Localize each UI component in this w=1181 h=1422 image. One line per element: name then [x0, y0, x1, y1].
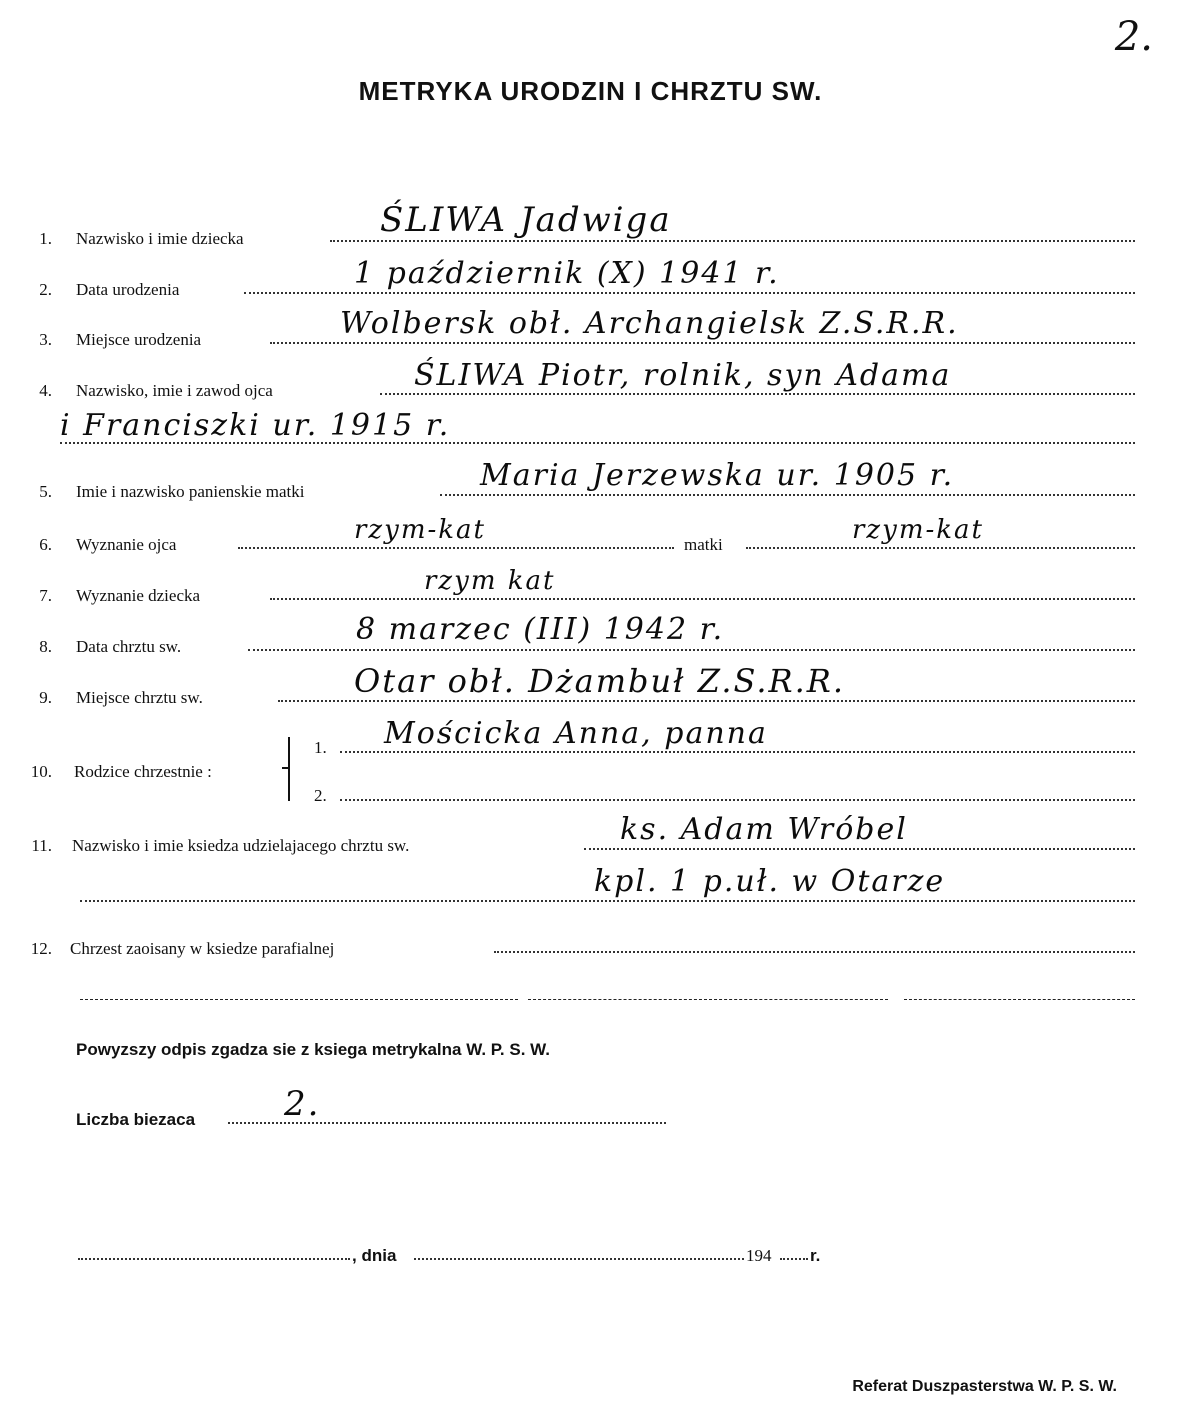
field-11-value-cont: kpl. 1 p.uł. w Otarze: [594, 864, 946, 899]
place-line: [78, 1258, 350, 1260]
year-suffix: r.: [810, 1246, 821, 1265]
field-10-sub1: 1.: [314, 738, 327, 757]
field-12-line: [494, 951, 1135, 953]
field-1-label: Nazwisko i imie dziecka: [76, 229, 244, 248]
field-8-line: [248, 649, 1135, 651]
document-title: METRYKA URODZIN I CHRZTU SW.: [358, 76, 823, 106]
field-1-line: [330, 240, 1135, 242]
field-2-line: [244, 292, 1135, 294]
field-5-line: [440, 494, 1135, 496]
page-number: 2.: [1114, 14, 1153, 60]
field-8-number: 8.: [39, 637, 52, 656]
field-10-value: Mościcka Anna, panna: [384, 716, 768, 751]
field-6-value2: rzym-kat: [852, 515, 984, 545]
field-4-value-cont: i Franciszki ur. 1915 r.: [60, 408, 451, 443]
field-3-value: Wolbersk obł. Archangielsk Z.S.R.R.: [340, 306, 959, 341]
field-11-label: Nazwisko i imie ksiedza udzielajacego chrztu sw.: [72, 836, 410, 855]
field-4-line: [380, 393, 1135, 395]
field-1-number: 1.: [39, 229, 52, 248]
field-5-number: 5.: [39, 482, 52, 501]
field-9-line: [278, 700, 1135, 702]
field-11-value: ks. Adam Wróbel: [620, 812, 908, 847]
field-10-number: 10.: [30, 762, 52, 781]
field-12-number: 12.: [30, 939, 52, 958]
field-10-line1: [340, 751, 1135, 753]
field-2-label: Data urodzenia: [76, 280, 180, 299]
current-number-value: 2.: [284, 1084, 321, 1124]
year-line: [780, 1258, 808, 1260]
field-5-label: Imie i nazwisko panienskie matki: [76, 482, 305, 501]
field-7-label: Wyznanie dziecka: [76, 586, 201, 605]
field-5-value: Maria Jerzewska ur. 1905 r.: [480, 458, 955, 493]
date-line: [414, 1258, 744, 1260]
field-9-number: 9.: [39, 688, 52, 707]
field-6-line: [238, 547, 674, 549]
field-12-line-cont-c: [904, 999, 1135, 1000]
field-4-value: ŚLIWA Piotr, rolnik, syn Adama: [414, 358, 952, 393]
field-4-number: 4.: [39, 381, 52, 400]
current-number-label: Liczba biezaca: [76, 1110, 196, 1129]
field-6-line2: [746, 547, 1135, 549]
field-12-line-cont-a: [80, 999, 518, 1000]
footer-text: Referat Duszpasterstwa W. P. S. W.: [852, 1378, 1117, 1395]
field-3-number: 3.: [39, 330, 52, 349]
field-8-label: Data chrztu sw.: [76, 637, 182, 656]
field-4-label: Nazwisko, imie i zawod ojca: [76, 381, 273, 400]
field-9-label: Miejsce chrztu sw.: [76, 688, 203, 707]
field-7-line: [270, 598, 1135, 600]
godparents-brace: [288, 737, 300, 801]
field-3-label: Miejsce urodzenia: [76, 330, 202, 349]
field-11-number: 11.: [31, 836, 52, 855]
field-10-sub2: 2.: [314, 786, 327, 805]
field-2-value: 1 październik (X) 1941 r.: [354, 256, 780, 291]
certification-text: Powyzszy odpis zgadza sie z ksiega metrykalna W. P. S. W.: [76, 1040, 550, 1059]
field-6-value: rzym-kat: [354, 515, 486, 545]
dnia-label: , dnia: [352, 1246, 397, 1265]
field-6-number: 6.: [39, 535, 52, 554]
year-prefix: 194: [746, 1246, 772, 1265]
field-3-line: [270, 342, 1135, 344]
field-6-label2: matki: [684, 535, 723, 554]
field-1-value: ŚLIWA Jadwiga: [380, 200, 672, 240]
field-7-number: 7.: [39, 586, 52, 605]
field-9-value: Otar obł. Dżambuł Z.S.R.R.: [354, 662, 846, 700]
field-10-label: Rodzice chrzestnie :: [74, 762, 212, 781]
field-12-line-cont-b: [528, 999, 888, 1000]
field-11-line-cont: [80, 900, 1135, 902]
field-2-number: 2.: [39, 280, 52, 299]
field-6-label: Wyznanie ojca: [76, 535, 177, 554]
field-11-line: [584, 848, 1135, 850]
field-8-value: 8 marzec (III) 1942 r.: [356, 612, 725, 647]
field-7-value: rzym kat: [424, 566, 556, 596]
field-10-line2: [340, 799, 1135, 801]
field-12-label: Chrzest zaoisany w ksiedze parafialnej: [70, 939, 335, 958]
